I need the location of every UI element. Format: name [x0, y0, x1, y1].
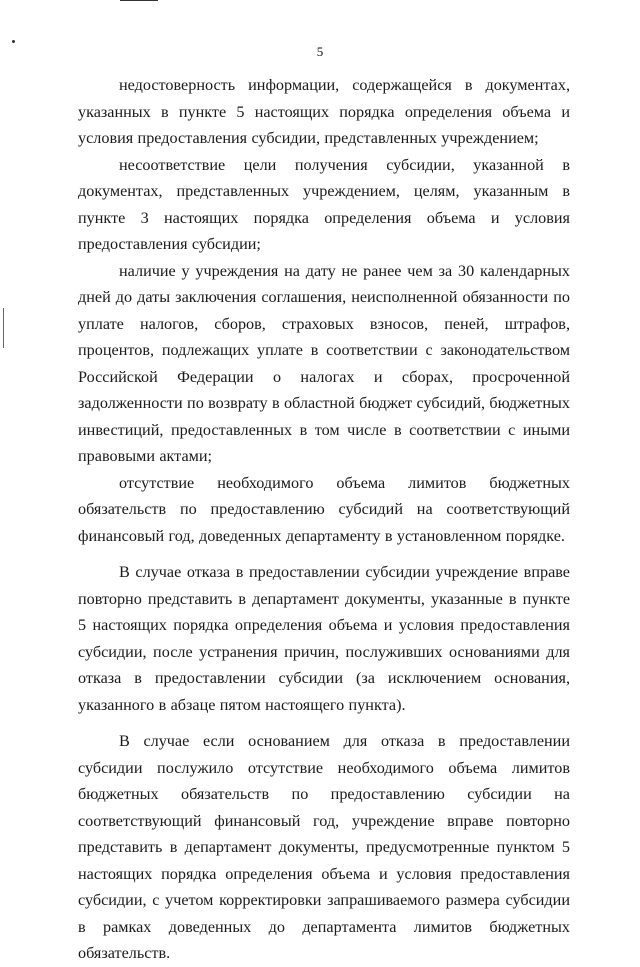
document-body: [78, 72, 570, 967]
paragraph: отсутствие необходимого объема лимитов бюджетных обязательств по предоставлению субсидий на соответствующий финансовый год, доведенных департаменту в установленном порядке.: [78, 473, 570, 545]
scan-mark-dot: [12, 40, 15, 43]
page-number: 5: [316, 44, 324, 59]
scan-mark-left: [3, 308, 4, 348]
paragraph: В случае если основанием для отказа в предоставлении субсидии послужило отсутствие необходимого объема лимитов бюджетных обязательств по предоставлению субсидии на соответствующий финансовый год, учреждение вправе повторно представить в департамент документы, предусмотренные пунктом 5 настоящих порядка определения объема и условия предоставления субсидии, с учетом корректировки запрашиваемого размера субсидии в рамках доведенных до департамента лимитов бюджетных обязательств.: [78, 732, 570, 962]
paragraph: недостоверность информации, содержащейся в документах, указанных в пункте 5 настоящих порядка определения объема и условия предоставления субсидии, представленных учреждением;: [78, 76, 570, 147]
paragraph: наличие у учреждения на дату не ранее чем за 30 календарных дней до даты заключения соглашения, неисполненной обязанности по уплате налогов, сборов, страховых взносов, пеней, штрафов, процентов, подлежащих уплате в соответствии с законодательством Российской Федерации о налогах и сборах, просроченной задолженности по возврату в областной бюджет субсидий, бюджетных инвестиций, предоставленных в том числе в соответствии с иными правовыми актами;: [78, 261, 570, 465]
paragraph: В случае отказа в предоставлении субсидии учреждение вправе повторно представить в департамент документы, указанные в пункте 5 настоящих порядка определения объема и условия предоставления субсидии, после устранения причин, послуживших основаниями для отказа в предоставлении субсидии (за исключением основания, указанного в абзаце пятом настоящего пункта).: [78, 563, 570, 714]
paragraph: несоответствие цели получения субсидии, указанной в документах, представленных учреждением, целям, указанным в пункте 3 настоящих порядка определения объема и условия предоставления субсидии;: [78, 155, 570, 253]
scan-mark-top: [120, 0, 158, 1]
